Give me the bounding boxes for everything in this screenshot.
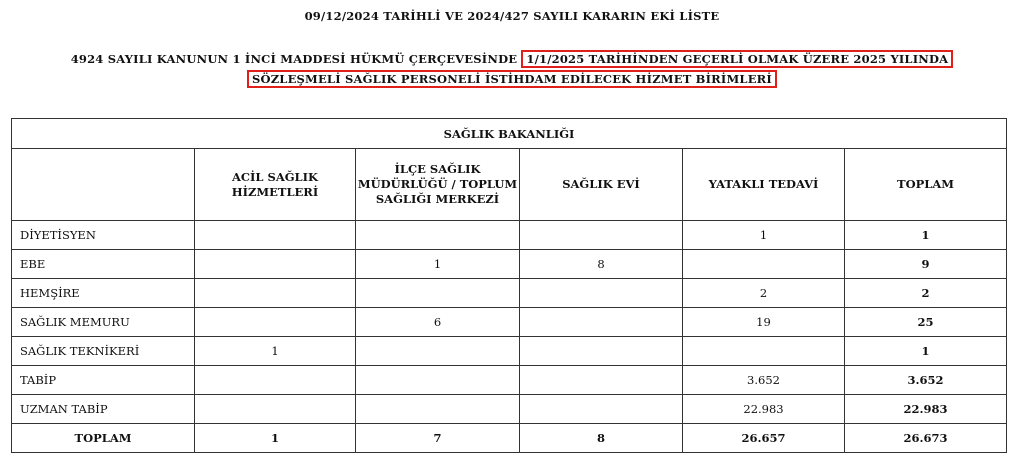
column-header-ilce: İLÇE SAĞLIK MÜDÜRLÜĞÜ / TOPLUM SAĞLIĞI MERKEZİ [356,149,520,221]
cell-yatakli [683,250,845,279]
cell-saglik-evi [520,279,683,308]
highlight-box-units: SÖZLEŞMELİ SAĞLIK PERSONELİ İSTİHDAM EDİLECEK HİZMET BİRİMLERİ [247,70,777,88]
row-label: HEMŞİRE [12,279,195,308]
cell-acil [195,279,356,308]
cell-acil [195,366,356,395]
cell-saglik-evi [520,366,683,395]
table-title: SAĞLIK BAKANLIĞI [12,119,1007,149]
cell-yatakli: 1 [683,221,845,250]
column-header-saglik-evi: SAĞLIK EVİ [520,149,683,221]
highlight-box-date: 1/1/2025 TARİHİNDEN GEÇERLİ OLMAK ÜZERE 2025 YILINDA [521,50,953,68]
cell-yatakli: 2 [683,279,845,308]
column-header-yatakli: YATAKLI TEDAVİ [683,149,845,221]
total-acil: 1 [195,424,356,453]
total-toplam: 26.673 [845,424,1007,453]
personnel-table [11,118,1007,453]
cell-ilce: 6 [356,308,520,337]
row-label: TABİP [12,366,195,395]
total-row [12,424,1007,453]
row-label: SAĞLIK TEKNİKERİ [12,337,195,366]
column-header-acil: ACİL SAĞLIK HİZMETLERİ [195,149,356,221]
table-row [12,250,1007,279]
column-header-toplam: TOPLAM [845,149,1007,221]
cell-acil [195,308,356,337]
cell-toplam: 1 [845,221,1007,250]
cell-ilce: 1 [356,250,520,279]
table-row [12,395,1007,424]
row-label: DİYETİSYEN [12,221,195,250]
cell-yatakli [683,337,845,366]
cell-saglik-evi [520,395,683,424]
total-ilce: 7 [356,424,520,453]
cell-acil: 1 [195,337,356,366]
cell-toplam: 22.983 [845,395,1007,424]
table-row [12,337,1007,366]
cell-saglik-evi [520,221,683,250]
cell-yatakli: 3.652 [683,366,845,395]
table-row [12,366,1007,395]
cell-yatakli: 22.983 [683,395,845,424]
row-label: UZMAN TABİP [12,395,195,424]
cell-ilce [356,395,520,424]
cell-ilce [356,337,520,366]
cell-toplam: 9 [845,250,1007,279]
total-saglik-evi: 8 [520,424,683,453]
document-title: 09/12/2024 TARİHLİ VE 2024/427 SAYILI KARARIN EKİ LİSTE [304,9,720,23]
cell-toplam: 3.652 [845,366,1007,395]
document-subtitle-line-1 [0,52,1024,66]
table-row [12,308,1007,337]
subtitle-prefix: 4924 SAYILI KANUNUN 1 İNCİ MADDESİ HÜKMÜ ÇERÇEVESİNDE [70,52,522,66]
cell-saglik-evi: 8 [520,250,683,279]
cell-ilce [356,366,520,395]
cell-saglik-evi [520,337,683,366]
row-label: EBE [12,250,195,279]
cell-toplam: 2 [845,279,1007,308]
row-label: SAĞLIK MEMURU [12,308,195,337]
cell-acil [195,250,356,279]
total-yatakli: 26.657 [683,424,845,453]
document-subtitle-line-2 [0,72,1024,86]
cell-toplam: 25 [845,308,1007,337]
cell-acil [195,221,356,250]
cell-yatakli: 19 [683,308,845,337]
cell-toplam: 1 [845,337,1007,366]
total-label: TOPLAM [12,424,195,453]
cell-acil [195,395,356,424]
table-row [12,279,1007,308]
cell-ilce [356,279,520,308]
cell-ilce [356,221,520,250]
corner-cell [12,149,195,221]
table-row [12,221,1007,250]
cell-saglik-evi [520,308,683,337]
